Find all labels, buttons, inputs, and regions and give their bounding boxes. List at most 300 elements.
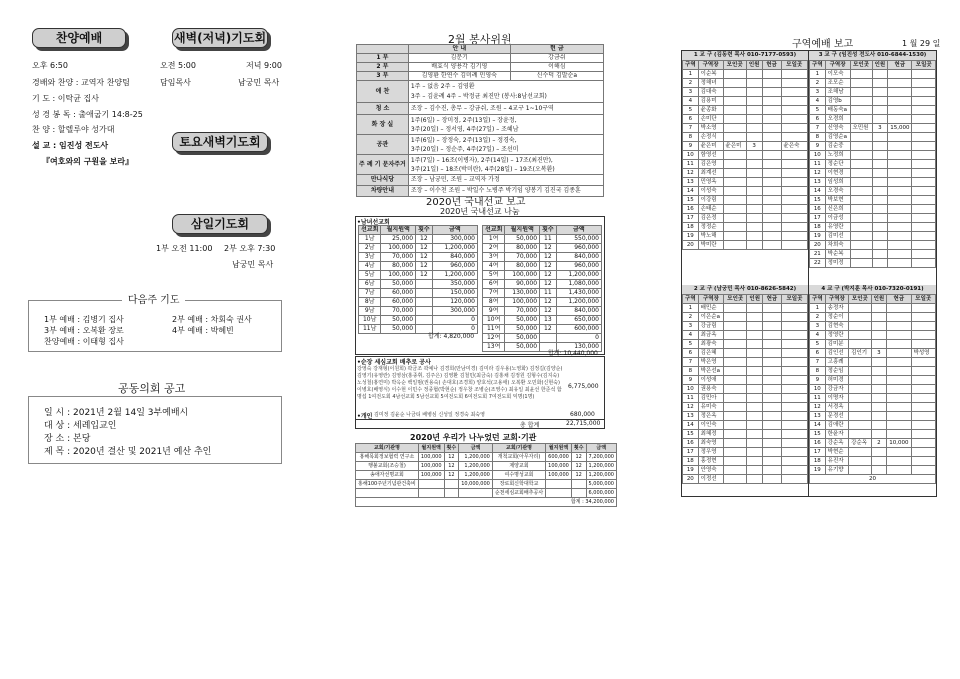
mhead: 선교회 — [483, 226, 505, 235]
table-cell — [762, 115, 781, 124]
table-cell — [912, 178, 936, 187]
table-cell — [762, 160, 781, 169]
table-cell — [746, 232, 762, 241]
table-cell: 5 — [683, 340, 699, 349]
table-cell — [912, 106, 936, 115]
table-cell: 구역장 — [698, 295, 724, 304]
table-cell — [781, 385, 807, 394]
table-cell — [416, 298, 433, 307]
table-cell — [724, 466, 747, 475]
table-cell: 22 — [810, 259, 826, 268]
table-cell: 박보현 — [825, 196, 850, 205]
table-row — [810, 340, 936, 349]
table-cell — [724, 475, 747, 484]
table-cell: 구역 — [683, 295, 699, 304]
notice-row: 장 소 : 본당 — [44, 434, 91, 444]
table-cell — [723, 133, 746, 142]
table-cell — [781, 466, 807, 475]
table-cell — [746, 187, 762, 196]
table-cell: 25,000 — [381, 235, 416, 244]
table-cell — [888, 241, 912, 250]
yechan-cell — [408, 81, 603, 103]
table-cell: 960,000 — [556, 244, 601, 253]
table-cell — [849, 403, 871, 412]
table-cell: 1 — [683, 70, 699, 79]
table-cell — [724, 367, 747, 376]
table-cell — [888, 250, 912, 259]
table-row — [359, 289, 478, 298]
table-cell — [912, 124, 936, 133]
table-cell: 4 — [683, 97, 699, 106]
table-cell — [888, 106, 912, 115]
table-cell: 3 — [872, 124, 888, 133]
table-cell: 100,000 — [381, 244, 416, 253]
table-cell — [746, 241, 762, 250]
table-cell: 300,000 — [432, 307, 477, 316]
table-cell: 조모순 — [825, 79, 850, 88]
table-cell: 18 — [683, 223, 699, 232]
table-cell: 박현순 — [825, 448, 848, 457]
table-cell: 이모숙 — [825, 70, 850, 79]
table-cell: 1,200,000 — [432, 244, 477, 253]
table-cell — [762, 70, 781, 79]
table-row — [810, 178, 936, 187]
table-cell: 4 — [810, 97, 826, 106]
table-row — [683, 79, 808, 88]
table-cell — [850, 232, 872, 241]
table-cell — [912, 97, 936, 106]
eq-label: 차량안내 — [357, 186, 409, 197]
table-cell — [887, 412, 911, 421]
table-cell — [888, 196, 912, 205]
table-cell — [888, 223, 912, 232]
table-cell: 12 — [540, 244, 557, 253]
table-cell: 9남 — [359, 307, 381, 316]
table-cell — [911, 448, 936, 457]
table-cell: 11남 — [359, 325, 381, 334]
table-cell: 50,000 — [381, 316, 416, 325]
table-cell: 3 — [746, 142, 762, 151]
table-cell: 5 — [810, 106, 826, 115]
table-cell: 민영옥 — [698, 178, 723, 187]
table-cell — [888, 88, 912, 97]
table-cell — [781, 133, 807, 142]
table-row — [810, 187, 936, 196]
table-cell — [781, 97, 807, 106]
personal-amount: 680,000 — [570, 411, 595, 418]
table-cell — [747, 313, 763, 322]
table-cell — [723, 124, 746, 133]
table-cell — [872, 241, 888, 250]
table-cell — [781, 313, 807, 322]
table-row — [810, 88, 936, 97]
table-row — [356, 471, 617, 480]
table-cell: 70,000 — [505, 307, 540, 316]
table-cell — [762, 205, 781, 214]
table-cell: 이현경 — [825, 169, 850, 178]
table-cell: 11 — [810, 394, 826, 403]
table-cell: 80,000 — [505, 244, 540, 253]
table-cell: 8 — [810, 133, 826, 142]
table-cell — [872, 160, 888, 169]
table-cell: 헌금 — [887, 295, 911, 304]
table-cell: 송정자 — [825, 304, 848, 313]
table-cell: 3 — [871, 349, 887, 358]
table-cell: 김순중 — [825, 142, 850, 151]
table-cell: 11 — [540, 289, 557, 298]
table-cell: 80,000 — [505, 262, 540, 271]
table-cell: 550,000 — [556, 235, 601, 244]
next-row: 1부 예배 : 김병기 집사 — [44, 315, 124, 324]
table-cell: 정정순 — [698, 223, 723, 232]
table-cell: 1 — [810, 304, 826, 313]
flower2-cell — [408, 135, 603, 155]
table-row — [683, 187, 808, 196]
table-row — [483, 325, 602, 334]
table-cell: 이성숙 — [698, 187, 723, 196]
table-cell — [871, 457, 887, 466]
table-cell — [911, 439, 936, 448]
table-cell — [763, 358, 782, 367]
table-row — [810, 79, 936, 88]
table-row — [683, 106, 808, 115]
table-cell: 개척교회(아무자리) — [492, 453, 545, 462]
table-row — [810, 385, 936, 394]
table-row — [483, 298, 602, 307]
table-cell — [747, 322, 763, 331]
table-cell: 6 — [683, 349, 699, 358]
table-cell: 김인기 — [849, 349, 871, 358]
table-cell: 신은희 — [825, 205, 850, 214]
care-label: 주 례 기 문자주거 — [357, 155, 409, 175]
table-row — [683, 70, 808, 79]
part-guide: 배효식 양용각 김기영 — [408, 63, 510, 72]
table-cell — [850, 241, 872, 250]
table-cell: 4 — [683, 331, 699, 340]
g1-table — [682, 60, 808, 250]
table-cell: 정은옥 — [698, 412, 724, 421]
part-offer: 이해심 — [510, 63, 603, 72]
table-cell — [911, 313, 936, 322]
table-cell: 12 — [540, 307, 557, 316]
table-cell: 11여 — [483, 325, 505, 334]
table-cell — [887, 448, 911, 457]
table-cell — [723, 169, 746, 178]
table-cell: 50,000 — [505, 334, 540, 343]
table-cell: 840,000 — [556, 253, 601, 262]
table-cell: 20 — [810, 241, 826, 250]
table-cell — [871, 322, 887, 331]
saebyuk-pm: 저녁 9:00 — [246, 61, 282, 70]
table-cell — [723, 241, 746, 250]
care-line: 3주(21일) – 18조(박미란), 4주(28일) – 19조(오복환) — [410, 165, 555, 173]
table-cell: 50,000 — [505, 235, 540, 244]
district-head-row — [810, 61, 936, 70]
table-cell: 김미선 — [825, 232, 850, 241]
table-cell — [747, 394, 763, 403]
table-cell — [850, 70, 872, 79]
table-cell — [723, 97, 746, 106]
table-cell — [746, 151, 762, 160]
table-row — [683, 448, 808, 457]
table-cell: 교회/기관명 — [356, 444, 419, 453]
part-label: 1 부 — [357, 54, 409, 63]
table-cell: 횟수 — [571, 444, 586, 453]
table-cell: 이금성 — [825, 214, 850, 223]
table-row — [683, 241, 808, 250]
table-row — [810, 124, 936, 133]
table-cell: 12 — [571, 471, 586, 480]
table-cell: 12 — [444, 462, 459, 471]
table-cell — [849, 430, 871, 439]
table-cell: 문경선 — [825, 412, 848, 421]
table-cell: 김영b — [825, 97, 850, 106]
table-cell: 강순옥 — [849, 439, 871, 448]
table-row — [683, 304, 808, 313]
table-row — [683, 178, 808, 187]
table-row — [810, 331, 936, 340]
table-cell — [762, 142, 781, 151]
table-cell: 13여 — [483, 343, 505, 352]
chan-row: 경배와 찬양 : 교역자 찬양팀 — [32, 78, 130, 87]
table-cell: 15 — [683, 196, 699, 205]
table-cell — [850, 178, 872, 187]
table-cell: 50,000 — [381, 325, 416, 334]
saebyuk-am: 오전 5:00 — [160, 61, 196, 70]
table-cell — [546, 489, 572, 498]
table-cell — [872, 214, 888, 223]
table-cell: 7 — [810, 124, 826, 133]
table-cell — [781, 376, 807, 385]
table-cell — [912, 187, 936, 196]
table-cell: 12 — [416, 271, 433, 280]
table-cell — [849, 322, 871, 331]
table-cell: 이정선 — [698, 475, 724, 484]
table-cell — [849, 340, 871, 349]
table-row — [810, 205, 936, 214]
table-cell — [912, 232, 936, 241]
table-cell — [763, 385, 782, 394]
table-cell: 9 — [810, 142, 826, 151]
table-cell: 120,000 — [432, 298, 477, 307]
table-cell: 모일곳 — [911, 295, 936, 304]
table-cell — [747, 349, 763, 358]
table-cell — [911, 412, 936, 421]
table-row — [683, 367, 808, 376]
table-cell: 3 — [810, 322, 826, 331]
table-cell — [781, 367, 807, 376]
table-cell: 구역 — [810, 61, 826, 70]
table-cell: 4여 — [483, 262, 505, 271]
table-row — [683, 97, 808, 106]
table-cell — [747, 475, 763, 484]
table-row — [483, 307, 602, 316]
table-cell — [849, 304, 871, 313]
table-cell — [724, 394, 747, 403]
table-cell — [781, 403, 807, 412]
table-cell: 1여 — [483, 235, 505, 244]
table-cell: 구역장 — [698, 61, 723, 70]
hope-sum-row — [356, 498, 617, 507]
notice-title: 공동의회 공고 — [118, 382, 186, 395]
flower2-line: 1주(6일) – 장정숙, 2주(13일) – 정경숙, — [410, 136, 517, 144]
table-cell — [781, 358, 807, 367]
table-cell — [781, 394, 807, 403]
table-cell: 12 — [540, 298, 557, 307]
personal-text: 김미정 김윤순 나금티 배병심 신성일 정경숙 최숙영 — [374, 412, 485, 418]
table-cell: 김은혜 — [698, 349, 724, 358]
church-amount: 6,775,000 — [568, 383, 599, 390]
table-cell: 헌금 — [763, 295, 782, 304]
flower2-line: 3주(20일) – 정순주, 4주(27일) – 조선미 — [410, 145, 519, 153]
table-row — [359, 262, 478, 271]
table-cell — [762, 169, 781, 178]
table-cell: 7 — [683, 358, 699, 367]
table-row — [359, 271, 478, 280]
table-cell: 12 — [540, 253, 557, 262]
table-row — [683, 142, 808, 151]
table-cell: 6여 — [483, 280, 505, 289]
samil-name: 남궁민 목사 — [232, 260, 274, 269]
table-cell — [746, 124, 762, 133]
table-cell — [763, 394, 782, 403]
table-cell: 합계 : 34,200,000 — [356, 498, 617, 507]
table-cell — [849, 466, 871, 475]
table-row — [683, 232, 808, 241]
table-cell — [911, 358, 936, 367]
part-offer: 신수덕 김말순a — [510, 72, 603, 81]
table-cell: 박순복 — [825, 250, 850, 259]
table-cell: 윤은숙 — [781, 142, 807, 151]
table-cell: 1,200,000 — [432, 271, 477, 280]
table-row — [810, 448, 936, 457]
table-row — [683, 124, 808, 133]
table-cell — [781, 331, 807, 340]
table-cell: 1,200,000 — [586, 471, 616, 480]
table-cell: 11 — [540, 235, 557, 244]
table-cell — [459, 489, 493, 498]
table-cell: 10 — [810, 151, 826, 160]
table-cell — [763, 457, 782, 466]
table-cell: 13 — [683, 412, 699, 421]
chan-row: 기 도 : 이탁균 집사 — [32, 94, 99, 103]
table-cell — [912, 241, 936, 250]
yechan-line: 3주 – 김윤례 4주 – 박정균 최진만 (봉사:8남선교회) — [410, 92, 547, 100]
personal-label: •개인 — [357, 413, 373, 420]
table-cell — [781, 421, 807, 430]
table-row — [483, 244, 602, 253]
table-cell — [872, 70, 888, 79]
part-guide: 김영환 한연수 김미례 민영숙 — [408, 72, 510, 81]
table-cell: 박은영 — [698, 358, 724, 367]
table-cell: 손미단 — [698, 115, 723, 124]
table-cell: 14 — [810, 187, 826, 196]
table-row — [810, 142, 936, 151]
table-row — [356, 462, 617, 471]
table-cell: 19 — [683, 232, 699, 241]
table-cell — [723, 79, 746, 88]
report-subtitle: 2020년 국내선교 나눔 — [440, 207, 520, 216]
table-cell: 80,000 — [381, 262, 416, 271]
table-cell — [888, 232, 912, 241]
table-cell: 12 — [683, 169, 699, 178]
table-cell: 1,200,000 — [459, 453, 493, 462]
table-cell — [724, 376, 747, 385]
table-cell: 금액 — [586, 444, 616, 453]
district-sum-row — [810, 475, 936, 484]
table-cell — [850, 151, 872, 160]
table-cell — [416, 316, 433, 325]
table-row — [810, 466, 936, 475]
table-cell — [762, 196, 781, 205]
table-cell: 6 — [810, 115, 826, 124]
table-cell: 5 — [683, 106, 699, 115]
table-cell: 12 — [416, 253, 433, 262]
table-cell — [747, 358, 763, 367]
table-cell: 100,000 — [505, 271, 540, 280]
table-cell: 3 — [683, 322, 699, 331]
table-cell: 3 — [810, 88, 826, 97]
table-cell: 윤종화 — [698, 106, 723, 115]
chan-row: 찬 양 : 할렐루야 성가대 — [32, 125, 115, 134]
table-cell: 70,000 — [381, 253, 416, 262]
table-cell — [871, 367, 887, 376]
table-row — [810, 196, 936, 205]
table-row — [683, 403, 808, 412]
table-cell: 헌금 — [762, 61, 781, 70]
eq-value: 조장 – 이수천 조원 – 박일수 노병주 박기임 양봉기 김진국 김종훈 — [408, 186, 603, 197]
table-cell — [887, 349, 911, 358]
table-cell: 고흥례 — [825, 358, 848, 367]
table-cell: 인원 — [746, 61, 762, 70]
table-cell — [762, 151, 781, 160]
table-cell: 8여 — [483, 298, 505, 307]
table-row — [683, 151, 808, 160]
table-row — [359, 316, 478, 325]
table-cell — [746, 160, 762, 169]
notice-row: 제 목 : 2020년 결산 및 2021년 예산 추인 — [44, 447, 212, 457]
table-row — [356, 453, 617, 462]
mhead: 금액 — [432, 226, 477, 235]
g4-table — [809, 294, 936, 484]
table-row — [359, 235, 478, 244]
table-cell: 4남 — [359, 262, 381, 271]
table-cell: 10남 — [359, 316, 381, 325]
table-cell: 60,000 — [381, 298, 416, 307]
table-cell: 박노해 — [698, 232, 723, 241]
table-cell: 300,000 — [432, 235, 477, 244]
table-cell — [763, 313, 782, 322]
table-cell — [888, 151, 912, 160]
table-cell — [912, 196, 936, 205]
table-cell: 모인곳 — [849, 295, 871, 304]
table-cell: 19 — [810, 466, 826, 475]
table-cell — [571, 489, 586, 498]
table-cell: 10 — [810, 385, 826, 394]
table-cell: 최혜정 — [698, 430, 724, 439]
table-row — [359, 253, 478, 262]
table-cell — [872, 259, 888, 268]
mission-right-table — [482, 225, 602, 352]
table-cell — [781, 169, 807, 178]
table-cell: 2 — [683, 79, 699, 88]
table-cell: 2 — [810, 313, 826, 322]
samil-title: 삼일기도회 — [172, 214, 268, 234]
total-amount: 22,715,000 — [566, 420, 601, 427]
table-cell — [723, 232, 746, 241]
table-cell — [849, 448, 871, 457]
table-row — [810, 367, 936, 376]
